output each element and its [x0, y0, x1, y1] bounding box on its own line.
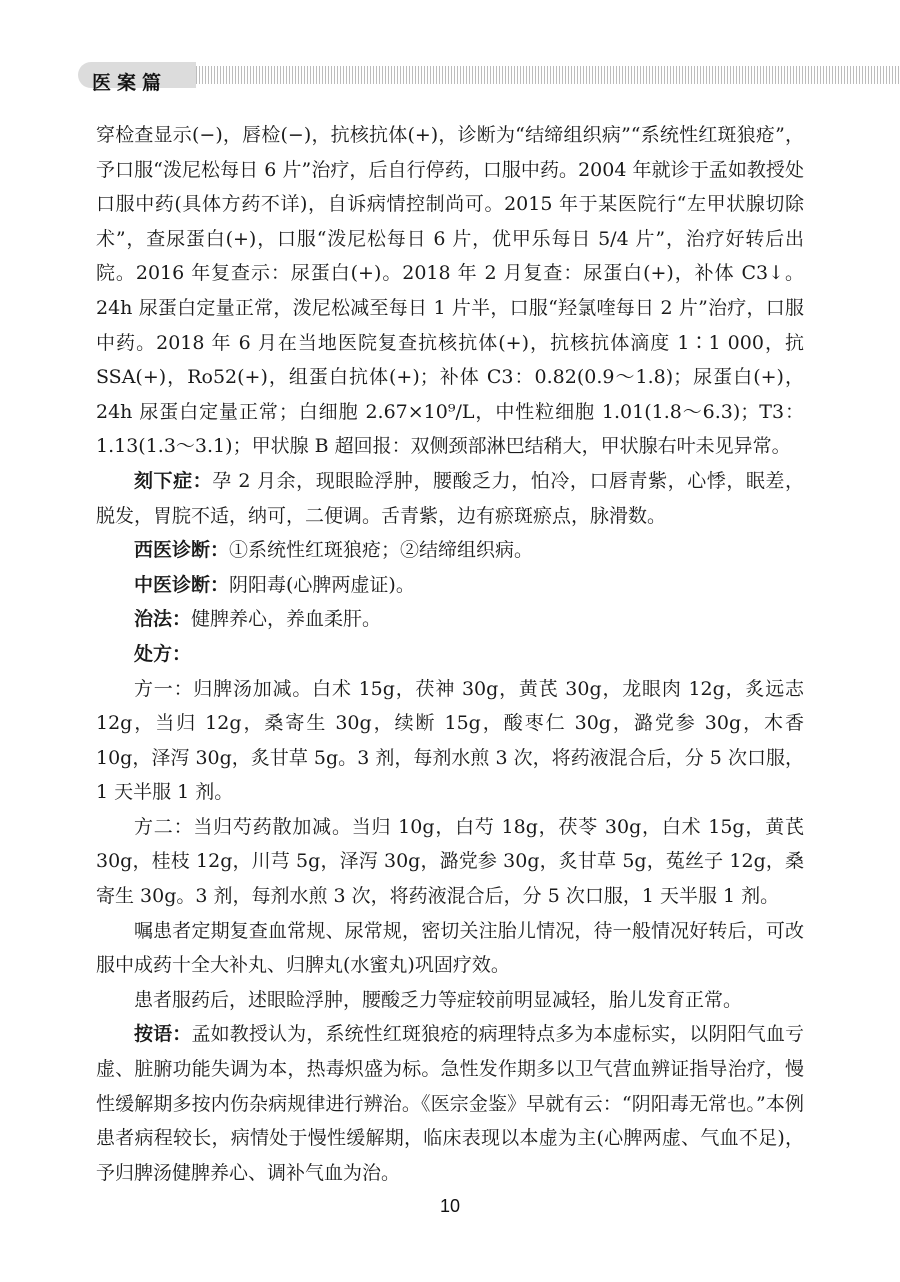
paragraph-text: 穿检查显示(−)，唇检(−)，抗核抗体(+)，诊断为“结缔组织病”“系统性红斑狼疮”，予口服“泼尼松每日 6 片”治疗，后自行停药，口服中药。2004 年就诊于孟如教授处口服中药(具体方药不详)，自诉病情控制尚可。2015 年于某医院行“左甲状腺切除术”，查尿蛋白(+)，口服“泼尼松每日 6 片，优甲乐每日 5/4 片”，治疗好转后出院。2016 年复查示：尿蛋白(+)。2018 年 2 月复查：尿蛋白(+)，补体 C3↓。24h 尿蛋白定量正常，泼尼松减至每日 1 片半，口服“羟氯喹每日 2 片”治疗，口服中药。2018 年 6 月在当地医院复查抗核抗体(+)，抗核抗体滴度 1∶1 000，抗 SSA(+)，Ro52(+)，组蛋白抗体(+)；补体 C3：0.82(0.9～1.8)；尿蛋白(+)，24h 尿蛋白定量正常；白细胞 2.67×10⁹/L，中性粒细胞 1.01(1.8～6.3)；T3：1.13(1.3～3.1)；甲状腺 B 超回报：双侧颈部淋巴结稍大，甲状腺右叶未见异常。	[96, 124, 804, 458]
paragraph-outcome	[96, 983, 804, 1018]
paragraph-text: 孕 2 月余，现眼睑浮肿，腰酸乏力，怕冷，口唇青紫，心悸，眠差，脱发，胃脘不适，纳可，二便调。舌青紫，边有瘀斑瘀点，脉滑数。	[96, 469, 804, 527]
paragraph-treatment-method	[96, 602, 804, 637]
paragraph-western-diagnosis	[96, 533, 804, 568]
page-body	[96, 118, 804, 1190]
paragraph-label: 治法：	[134, 608, 192, 631]
section-title: 医案篇	[92, 72, 168, 94]
paragraph-history	[96, 118, 804, 464]
paragraph-label: 西医诊断：	[134, 539, 230, 562]
paragraph-text: 方一：归脾汤加减。白术 15g，茯神 30g，黄芪 30g，龙眼肉 12g，炙远志 12g，当归 12g，桑寄生 30g，续断 15g，酸枣仁 30g，潞党参 30g，木香 10g，泽泻 30g，炙甘草 5g。3 剂，每剂水煎 3 次，将药液混合后，分 5 次口服，1 天半服 1 剂。	[96, 677, 804, 804]
page-number: 10	[439, 1196, 461, 1216]
paragraph-prescription-heading	[96, 637, 804, 672]
paragraph-instructions	[96, 914, 804, 983]
paragraph-text: 阴阳毒(心脾两虚证)。	[229, 573, 415, 596]
running-header	[78, 58, 900, 94]
paragraph-label: 按语：	[134, 1023, 192, 1046]
paragraph-prescription-two	[96, 810, 804, 914]
paragraph-text: ①系统性红斑狼疮；②结缔组织病。	[229, 539, 534, 562]
paragraph-text: 孟如教授认为，系统性红斑狼疮的病理特点多为本虚标实，以阴阳气血亏虚、脏腑功能失调为本，热毒炽盛为标。急性发作期多以卫气营血辨证指导治疗，慢性缓解期多按内伤杂病规律进行辨治。《医宗金鉴》早就有云：“阴阳毒无常也。”本例患者病程较长，病情处于慢性缓解期，临床表现以本虚为主(心脾两虚、气血不足)，予归脾汤健脾养心、调补气血为治。	[96, 1023, 804, 1184]
paragraph-text: 方二：当归芍药散加减。当归 10g，白芍 18g，茯苓 30g，白术 15g，黄芪 30g，桂枝 12g，川芎 5g，泽泻 30g，潞党参 30g，炙甘草 5g，菟丝子 12g，桑寄生 30g。3 剂，每剂水煎 3 次，将药液混合后，分 5 次口服，1 天半服 1 剂。	[96, 815, 804, 908]
paragraph-prescription-one	[96, 672, 804, 810]
paragraph-text: 嘱患者定期复查血常规、尿常规，密切关注胎儿情况，待一般情况好转后，可改服中成药十全大补丸、归脾丸(水蜜丸)巩固疗效。	[96, 919, 804, 977]
section-badge	[78, 62, 196, 94]
header-stripe-decoration	[196, 66, 900, 84]
paragraph-text: 患者服药后，述眼睑浮肿，腰酸乏力等症较前明显减轻，胎儿发育正常。	[134, 988, 743, 1011]
paragraph-text: 健脾养心，养血柔肝。	[191, 608, 382, 631]
paragraph-current-symptoms	[96, 464, 804, 533]
paragraph-label: 中医诊断：	[134, 573, 230, 596]
paragraph-label: 处方：	[134, 642, 192, 665]
paragraph-commentary	[96, 1017, 804, 1190]
paragraph-label: 刻下症：	[134, 469, 213, 492]
paragraph-tcm-diagnosis	[96, 568, 804, 603]
